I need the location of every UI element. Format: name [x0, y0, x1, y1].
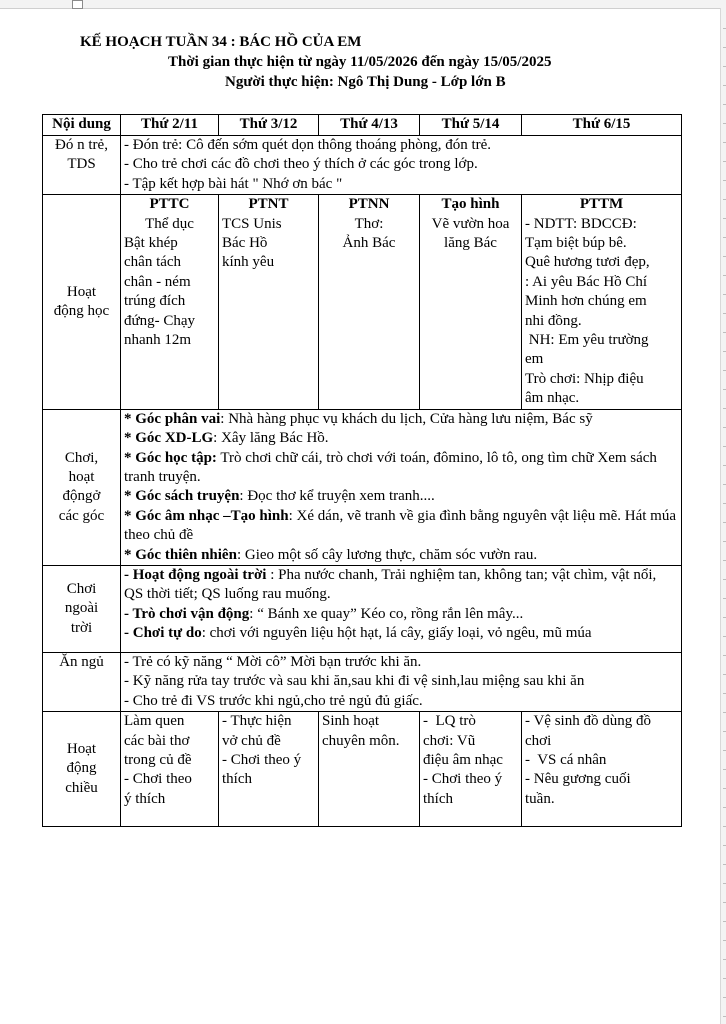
text-line: - LQ trò	[423, 713, 476, 730]
corner-item-body: : Đọc thơ kể truyện xem tranh....	[239, 488, 435, 505]
row-label-hoat-dong-hoc	[43, 195, 121, 409]
text-line: điệu âm nhạc	[423, 751, 503, 768]
ngoai-troi-content	[121, 565, 682, 652]
col-header-thu-3: Thứ 3/12	[219, 115, 319, 136]
text-line: thích	[222, 771, 252, 788]
an-ngu-content	[121, 652, 682, 711]
corner-item	[124, 507, 678, 546]
text-line: vở chủ đề	[222, 732, 281, 749]
right-ruler	[720, 8, 726, 1024]
text-line: chuyên môn.	[322, 732, 400, 749]
text-line: em	[525, 351, 544, 368]
hoc-cell-thu-3	[219, 195, 319, 409]
table-row-hoat-dong-hoc	[43, 195, 682, 409]
outdoor-item-head: - Chơi tự do	[124, 625, 202, 642]
table-row-ngoai-troi	[43, 565, 682, 652]
subject-title: PTTM	[579, 196, 624, 213]
corner-item-head: * Góc âm nhạc –Tạo hình	[124, 507, 289, 524]
row-label-line: các góc	[58, 507, 105, 524]
text-line: tuần.	[525, 790, 555, 807]
text-line: kính yêu	[222, 254, 275, 271]
text-line: Làm quen	[124, 713, 185, 730]
row-label-choi-goc	[43, 409, 121, 565]
text-line: TCS Unis	[222, 215, 282, 232]
text-line: - Vệ sinh đồ dùng đồ	[525, 713, 651, 730]
subject-title: PTNT	[248, 196, 289, 213]
text-line: nhi đồng.	[525, 312, 582, 329]
table-row-choi-goc	[43, 409, 682, 565]
chieu-cell-thu-3	[219, 712, 319, 827]
text-line: chân tách	[124, 254, 182, 271]
text-line: Bác Hồ	[222, 235, 268, 252]
corner-item-body: : Nhà hàng phục vụ khách du lịch, Cửa hàng lưu niệm, Bác sỹ	[220, 410, 593, 427]
row-label-line: Đó n trẻ,	[55, 137, 108, 153]
text-line: Vẽ vườn hoa	[431, 215, 510, 232]
chieu-cell-thu-2	[121, 712, 219, 827]
outdoor-item	[124, 624, 678, 643]
outdoor-item	[124, 605, 678, 624]
text-line: - Cho trẻ chơi các đồ chơi theo ý thích ở các góc trong lớp.	[124, 156, 478, 173]
col-header-thu-5: Thứ 5/14	[420, 115, 522, 136]
outdoor-item-head: - Trò chơi vận động	[124, 605, 250, 622]
row-label-chieu	[43, 712, 121, 827]
corner-item-head: * Góc phân vai	[124, 410, 221, 427]
row-label-line: Hoạt	[66, 741, 97, 758]
hoc-cell-thu-2	[121, 195, 219, 409]
table-header-row	[43, 115, 682, 136]
text-line: Ảnh Bác	[342, 235, 396, 252]
outdoor-item-head: - Hoạt động ngoài trời	[124, 566, 267, 583]
col-header-thu-4: Thứ 4/13	[319, 115, 420, 136]
outdoor-item-body: : chơi với nguyên liệu hột hạt, lá cây, giấy loại, vỏ ngêu, mũ múa	[201, 625, 592, 642]
corner-item-head: * Góc sách truyện	[124, 488, 240, 505]
row-label-line: động	[66, 760, 97, 777]
text-line: - Kỹ năng rửa tay trước và sau khi ăn,sau khi đi vệ sinh,lau miệng sau khi ăn	[124, 673, 585, 690]
chieu-cell-thu-6	[522, 712, 682, 827]
text-line: chơi: Vũ	[423, 732, 476, 749]
text-line: Bật khép	[124, 235, 178, 252]
text-line: ý thích	[124, 790, 166, 807]
choi-goc-content	[121, 409, 682, 565]
top-ruler	[0, 0, 726, 9]
don-tre-content	[121, 136, 682, 195]
text-line: : Ai yêu Bác Hồ Chí	[525, 273, 648, 290]
text-line: Thể dục	[145, 215, 194, 232]
text-line: NH: Em yêu trường	[525, 332, 649, 349]
plan-title: KẾ HOẠCH TUẦN 34 : BÁC HỒ CỦA EM	[80, 34, 362, 50]
row-label-line: động học	[53, 302, 110, 319]
corner-item	[124, 410, 678, 429]
row-label-ngoai-troi	[43, 565, 121, 652]
text-line: âm nhạc.	[525, 390, 580, 407]
corner-item-body: : Xây lăng Bác Hồ.	[213, 430, 329, 447]
corner-item	[124, 546, 678, 565]
text-line: thích	[423, 790, 453, 807]
row-label-an-ngu: Ăn ngủ	[43, 652, 121, 711]
corner-item	[124, 449, 678, 488]
corner-item-body: : Gieo một số cây lương thực, chăm sóc vườn rau.	[236, 546, 538, 563]
text-line: lăng Bác	[444, 235, 497, 252]
row-label-line: Chơi,	[64, 449, 99, 466]
text-line: nhanh 12m	[124, 332, 192, 349]
col-header-thu-2: Thứ 2/11	[121, 115, 219, 136]
hoc-cell-thu-4	[319, 195, 420, 409]
row-label-line: TDS	[67, 156, 96, 173]
hoc-cell-thu-5	[420, 195, 522, 409]
text-line: - Chơi theo ý	[423, 771, 503, 788]
text-line: Quê hương tươi đẹp,	[525, 254, 650, 271]
text-line: - Nêu gương cuối	[525, 771, 631, 788]
subject-title: PTNN	[348, 196, 390, 213]
text-line: chơi	[525, 732, 552, 749]
subject-title: PTTC	[149, 196, 190, 213]
text-line: - Thực hiện	[222, 713, 292, 730]
text-line: Trò chơi: Nhịp điệu	[525, 370, 644, 387]
subject-title: Tạo hình	[441, 196, 500, 213]
text-line: trúng đích	[124, 293, 186, 310]
corner-item-head: * Góc XD-LG	[124, 430, 214, 447]
row-label-line: Hoạt	[66, 283, 97, 300]
corner-item	[124, 429, 678, 448]
text-line: - VS cá nhân	[525, 751, 607, 768]
table-row-an-ngu	[43, 652, 682, 711]
col-header-thu-6: Thứ 6/15	[522, 115, 682, 136]
outdoor-item-body: : “ Bánh xe quay” Kéo co, rồng rắn lên mây...	[249, 605, 524, 622]
plan-period: Thời gian thực hiện từ ngày 11/05/2026 đến ngày 15/05/2025	[168, 54, 552, 70]
text-line: - Tập kết hợp bài hát " Nhớ ơn bác "	[124, 175, 343, 192]
col-header-noi-dung: Nội dung	[43, 115, 121, 136]
row-label-line: Chơi	[66, 580, 97, 597]
text-line: - Chơi theo ý	[222, 751, 302, 768]
chieu-cell-thu-4	[319, 712, 420, 827]
ruler-indent-marker[interactable]	[72, 0, 83, 9]
hoc-cell-thu-6	[522, 195, 682, 409]
text-line: - Đón trẻ: Cô đến sớm quét dọn thông thoáng phòng, đón trẻ.	[124, 137, 492, 153]
text-line: Sinh hoạt	[322, 713, 380, 730]
corner-item-body: : Xé dán, vẽ tranh về gia đình bằng nguyên vật liệu mẽ. Hát múa theo chủ đề	[124, 507, 677, 544]
text-line: chân - ném	[124, 273, 191, 290]
text-line: Minh hơn chúng em	[525, 293, 647, 310]
corner-item-head: * Góc thiên nhiên	[124, 546, 237, 563]
text-line: Tạm biệt búp bê.	[525, 235, 627, 252]
outdoor-item	[124, 566, 678, 605]
corner-item	[124, 487, 678, 506]
chieu-cell-thu-5	[420, 712, 522, 827]
row-label-line: trời	[70, 619, 93, 636]
row-label-line: độngở	[62, 488, 101, 505]
weekly-plan-table	[42, 114, 682, 827]
table-row-don-tre	[43, 136, 682, 195]
text-line: Thơ:	[354, 215, 384, 232]
plan-author: Người thực hiện: Ngô Thị Dung - Lớp lớn B	[225, 74, 506, 90]
text-line: - NDTT: BDCCĐ:	[525, 215, 637, 232]
row-label-line: hoạt	[68, 468, 95, 485]
corner-item-head: * Góc học tập:	[124, 449, 217, 466]
text-line: các bài thơ	[124, 732, 190, 749]
row-label-line: ngoài	[64, 600, 99, 617]
text-line: trong củ đề	[124, 751, 192, 768]
row-label-don-tre	[43, 136, 121, 195]
table-row-chieu	[43, 712, 682, 827]
text-line: - Cho trẻ đi VS trước khi ngủ,cho trẻ ngủ đủ giấc.	[124, 692, 423, 709]
row-label-line: chiều	[65, 779, 98, 796]
corner-item-body: Trò chơi chữ cái, trò chơi với toán, đômino, lô tô, ong tìm chữ Xem sách tranh truyện.	[124, 449, 657, 485]
outdoor-item-body: : Pha nước chanh, Trải nghiệm tan, không tan; vật chìm, vật nổi, QS thời tiết; QS luống rau muống.	[124, 566, 657, 603]
text-line: đứng- Chạy	[124, 312, 196, 329]
text-line: - Chơi theo	[124, 771, 192, 788]
text-line: - Trẻ có kỹ năng “ Mời cô” Mời bạn trước khi ăn.	[124, 653, 422, 670]
